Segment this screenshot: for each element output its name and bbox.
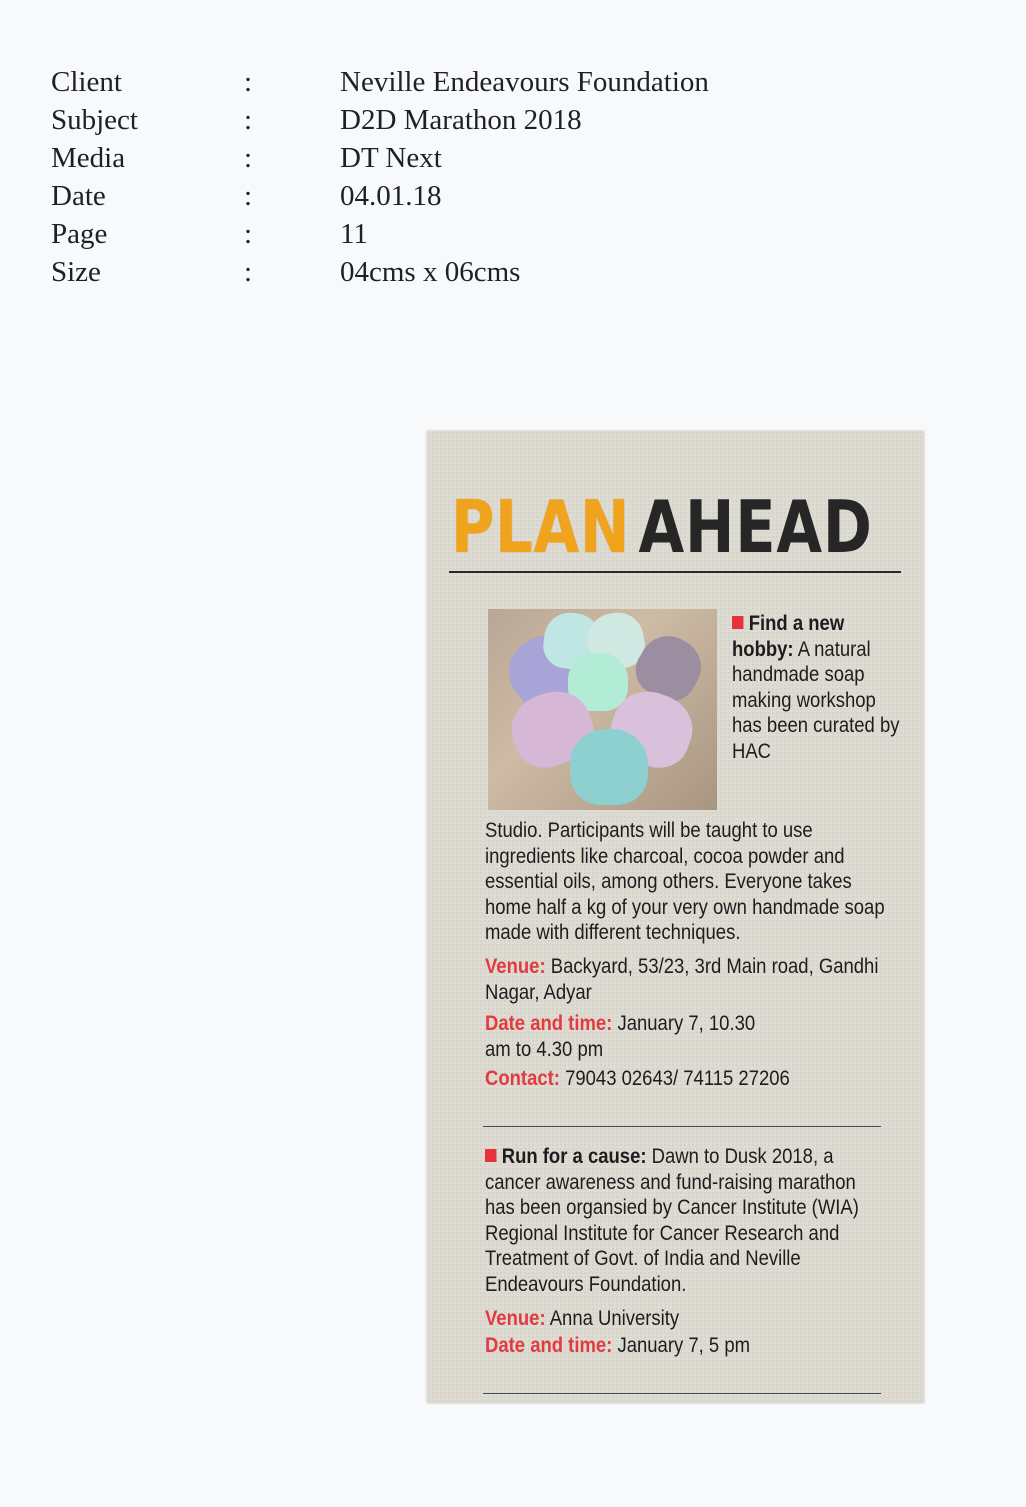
meta-value: 11 <box>340 218 368 250</box>
meta-label: Date <box>51 180 106 212</box>
bullet-square-icon <box>732 616 743 629</box>
date-value: January 7, 5 pm <box>617 1334 751 1358</box>
bottom-rule <box>483 1393 881 1394</box>
contact-label: Contact: <box>485 1067 560 1091</box>
headline-word-plan: PLAN <box>451 485 631 569</box>
article-2-date <box>485 1333 885 1359</box>
article-2-lead: Run for a cause: <box>501 1145 647 1168</box>
article-2 <box>485 1144 885 1359</box>
meta-colon: : <box>244 180 253 212</box>
date-label: Date and time: <box>485 1012 613 1036</box>
article-1-lead: Find a new hobby: <box>732 612 845 661</box>
newspaper-clipping <box>427 431 924 1403</box>
meta-label: Subject <box>51 104 138 136</box>
date-value: January 7, 10.30 am to 4.30 pm <box>485 1012 756 1061</box>
venue-label: Venue: <box>485 1306 546 1330</box>
article-2-venue <box>485 1306 885 1332</box>
article-1 <box>485 818 885 1092</box>
article-1-date <box>485 1011 775 1062</box>
soap-photo <box>488 609 717 810</box>
meta-label: Size <box>51 256 101 288</box>
meta-label: Media <box>51 142 126 174</box>
article-1-intro-body: A natural handmade soap making workshop has been curated by HAC <box>732 637 900 763</box>
venue-label: Venue: <box>485 954 546 978</box>
venue-value: Anna University <box>549 1306 680 1330</box>
bullet-square-icon <box>485 1149 496 1162</box>
headline-rule <box>449 571 901 573</box>
headline-word-ahead: AHEAD <box>638 485 873 569</box>
venue-value: Backyard, 53/23, 3rd Main road, Gandhi Nagar, Adyar <box>485 954 879 1004</box>
contact-value: 79043 02643/ 74115 27206 <box>565 1067 790 1091</box>
meta-value: DT Next <box>340 142 442 174</box>
soap-shape <box>570 729 648 805</box>
meta-label: Page <box>51 218 108 250</box>
meta-colon: : <box>244 218 253 250</box>
article-1-body-text: Studio. Participants will be taught to use ingredients like charcoal, cocoa powder and essential oils, among others. Everyone takes home half a kg of your very own handmade soap made with different techniques. <box>485 819 885 945</box>
article-1-body <box>485 818 885 1092</box>
article-1-venue <box>485 954 885 1005</box>
meta-label: Client <box>51 66 122 98</box>
article-1-contact <box>485 1066 885 1092</box>
meta-colon: : <box>244 256 253 288</box>
clipping-headline <box>451 487 873 567</box>
date-label: Date and time: <box>485 1334 613 1358</box>
meta-value: Neville Endeavours Foundation <box>340 66 709 98</box>
meta-value: 04.01.18 <box>340 180 442 212</box>
meta-colon: : <box>244 104 253 136</box>
meta-colon: : <box>244 142 253 174</box>
article-2-body <box>485 1144 885 1359</box>
article-1-intro <box>732 611 912 765</box>
article-1-intro-text <box>732 611 908 765</box>
article-divider <box>483 1126 881 1127</box>
meta-value: 04cms x 06cms <box>340 256 521 288</box>
meta-value: D2D Marathon 2018 <box>340 104 582 136</box>
meta-colon: : <box>244 66 253 98</box>
article-2-body-text: Dawn to Dusk 2018, a cancer awareness and fund-raising marathon has been organsied by Cancer Institute (WIA) Regional Institute for Cancer Research and Treatment of Govt. of India and Neville Endeavours Foundation. <box>485 1145 859 1296</box>
